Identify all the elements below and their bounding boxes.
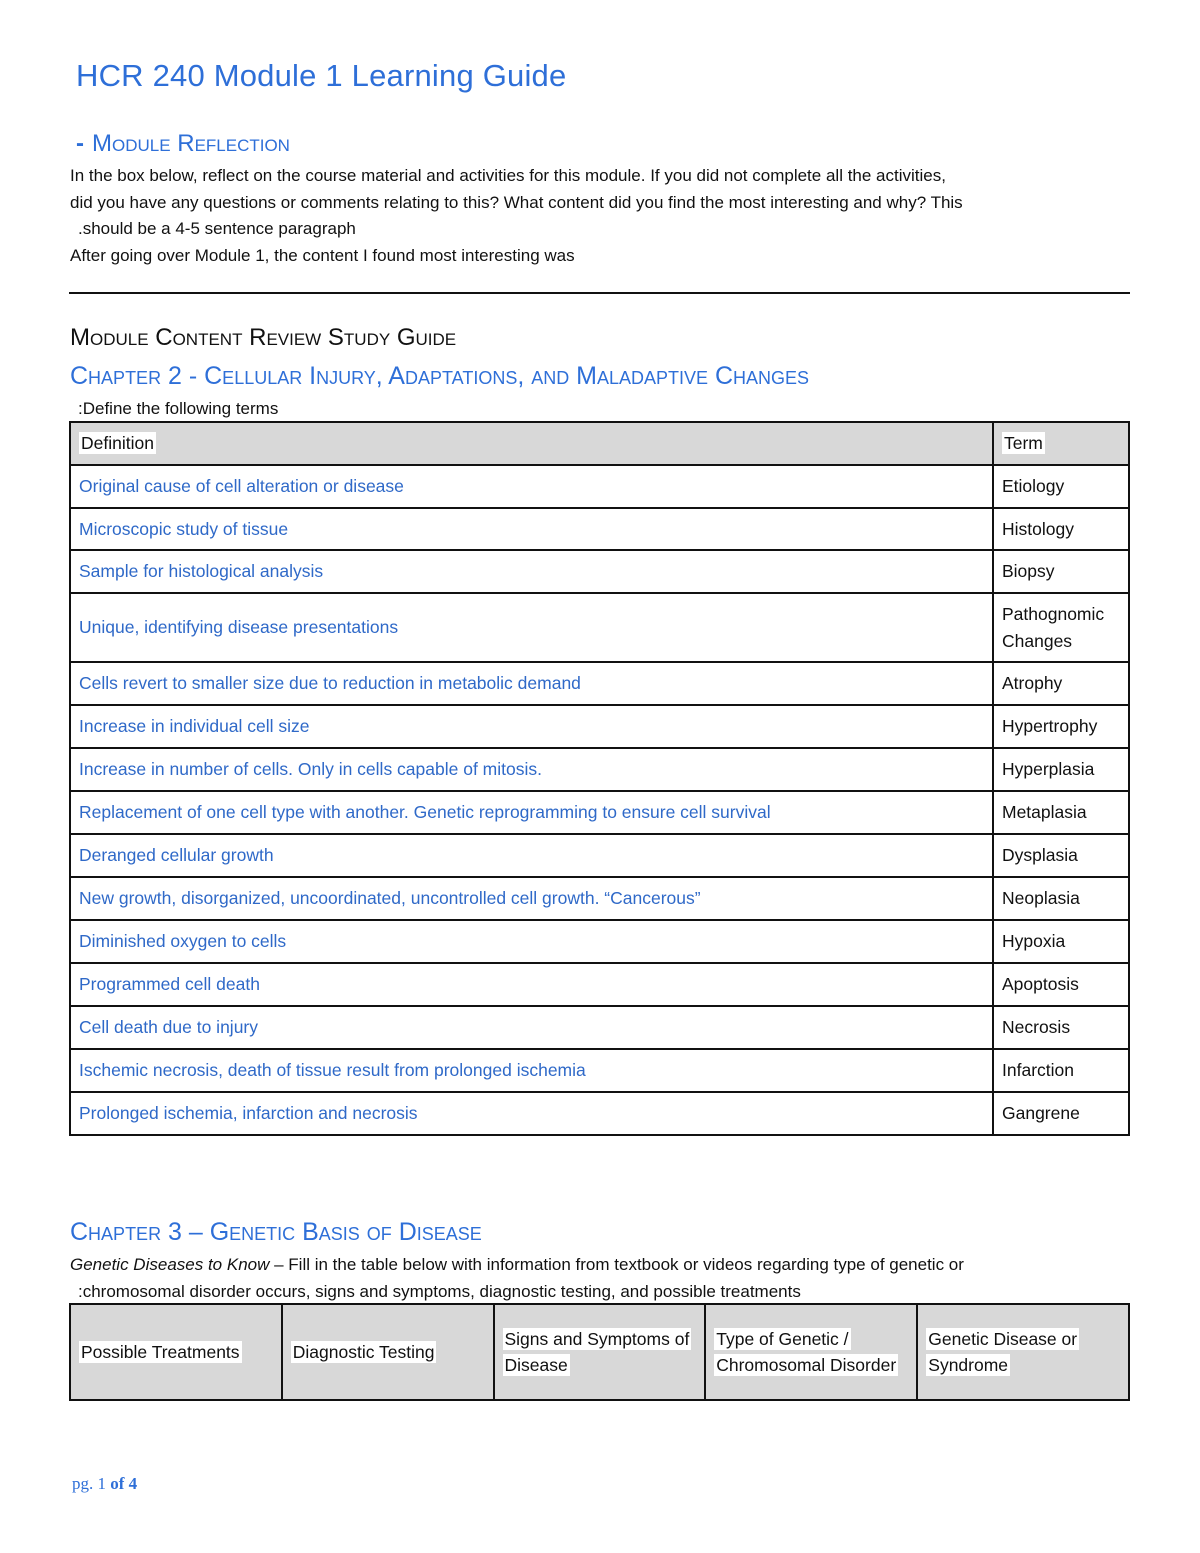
definition-cell: Prolonged ischemia, infarction and necrosis	[70, 1092, 993, 1135]
footer-total-pages: 4	[128, 1474, 138, 1493]
definition-cell: Unique, identifying disease presentations	[70, 593, 993, 662]
definition-cell: Increase in individual cell size	[70, 705, 993, 748]
table-row	[70, 963, 1129, 1006]
definition-cell: Ischemic necrosis, death of tissue result from prolonged ischemia	[70, 1049, 993, 1092]
table-row	[70, 550, 1129, 593]
review-heading: Module Content Review Study Guide	[70, 324, 457, 351]
term-cell[interactable]: Gangrene	[993, 1092, 1129, 1135]
term-cell[interactable]: Hyperplasia	[993, 748, 1129, 791]
genetic-column-header: Genetic Disease or Syndrome	[917, 1304, 1129, 1400]
definition-cell: New growth, disorganized, uncoordinated, uncontrolled cell growth. “Cancerous”	[70, 877, 993, 920]
instruction-rest: – Fill in the table below with information from textbook or videos regarding type of genetic or	[269, 1255, 964, 1274]
genetic-diseases-table	[69, 1303, 1130, 1401]
definition-cell: Programmed cell death	[70, 963, 993, 1006]
definition-cell: Cell death due to injury	[70, 1006, 993, 1049]
table-row	[70, 508, 1129, 550]
definition-cell: Increase in number of cells. Only in cells capable of mitosis.	[70, 748, 993, 791]
definition-cell: Deranged cellular growth	[70, 834, 993, 877]
term-cell[interactable]: Etiology	[993, 465, 1129, 508]
term-cell[interactable]: Biopsy	[993, 550, 1129, 593]
term-cell[interactable]: Hypertrophy	[993, 705, 1129, 748]
table-row	[70, 662, 1129, 705]
header-term: Term	[993, 422, 1129, 465]
definition-cell: Cells revert to smaller size due to reduction in metabolic demand	[70, 662, 993, 705]
term-cell[interactable]: Atrophy	[993, 662, 1129, 705]
definition-cell: Replacement of one cell type with another. Genetic reprogramming to ensure cell survival	[70, 791, 993, 834]
term-cell[interactable]: Hypoxia	[993, 920, 1129, 963]
definition-cell: Original cause of cell alteration or disease	[70, 465, 993, 508]
table-row	[70, 593, 1129, 662]
chapter-3-heading: Chapter 3 – Genetic Basis of Disease	[70, 1218, 482, 1246]
table-row	[70, 834, 1129, 877]
term-cell[interactable]: Infarction	[993, 1049, 1129, 1092]
terms-table-header	[70, 422, 1129, 465]
page-footer	[72, 1474, 137, 1494]
chapter-2-instruction: :Define the following terms	[78, 399, 279, 418]
table-row	[70, 705, 1129, 748]
table-row	[70, 748, 1129, 791]
footer-of-label: of	[106, 1474, 129, 1493]
table-row	[70, 791, 1129, 834]
genetic-table-header	[70, 1304, 1129, 1400]
table-row	[70, 877, 1129, 920]
term-cell[interactable]: Dysplasia	[993, 834, 1129, 877]
header-definition: Definition	[70, 422, 993, 465]
instruction-italic: Genetic Diseases to Know	[70, 1255, 270, 1274]
genetic-column-header: Signs and Symptoms of Disease	[494, 1304, 706, 1400]
instruction-line-2: :chromosomal disorder occurs, signs and symptoms, diagnostic testing, and possible treatments	[78, 1281, 801, 1301]
table-row	[70, 1049, 1129, 1092]
term-cell[interactable]: Pathognomic Changes	[993, 593, 1129, 662]
definition-cell: Microscopic study of tissue	[70, 508, 993, 550]
definition-cell: Diminished oxygen to cells	[70, 920, 993, 963]
definition-cell: Sample for histological analysis	[70, 550, 993, 593]
reflection-instructions	[70, 163, 1130, 269]
footer-page-number: 1	[97, 1474, 106, 1493]
genetic-column-header: Possible Treatments	[70, 1304, 282, 1400]
footer-prefix: pg.	[72, 1474, 98, 1493]
table-row	[70, 1006, 1129, 1049]
reflection-line-2: did you have any questions or comments relating to this? What content did you find the most interesting and why? This	[70, 192, 963, 212]
table-row	[70, 1092, 1129, 1135]
reflection-answer[interactable]: After going over Module 1, the content I found most interesting was	[70, 245, 575, 265]
reflection-line-3: .should be a 4-5 sentence paragraph	[78, 219, 356, 238]
genetic-column-header: Diagnostic Testing	[282, 1304, 494, 1400]
table-row	[70, 465, 1129, 508]
term-cell[interactable]: Necrosis	[993, 1006, 1129, 1049]
chapter-3-instruction	[70, 1252, 1130, 1305]
module-reflection-heading	[76, 130, 290, 158]
terms-table	[69, 421, 1130, 1136]
chapter-2-heading: Chapter 2 - Cellular Injury, Adaptations, and Maladaptive Changes	[70, 362, 810, 390]
table-row	[70, 920, 1129, 963]
term-cell[interactable]: Histology	[993, 508, 1129, 550]
genetic-column-header: Type of Genetic / Chromosomal Disorder	[705, 1304, 917, 1400]
term-cell[interactable]: Apoptosis	[993, 963, 1129, 1006]
term-cell[interactable]: Metaplasia	[993, 791, 1129, 834]
reflection-line-1: In the box below, reflect on the course material and activities for this module. If you did not complete all the activities,	[70, 166, 946, 185]
term-cell[interactable]: Neoplasia	[993, 877, 1129, 920]
module-reflection-title: Module Reflection	[92, 130, 290, 157]
heading-dash: -	[76, 130, 84, 157]
document-title: HCR 240 Module 1 Learning Guide	[76, 58, 567, 93]
section-divider	[69, 292, 1130, 294]
